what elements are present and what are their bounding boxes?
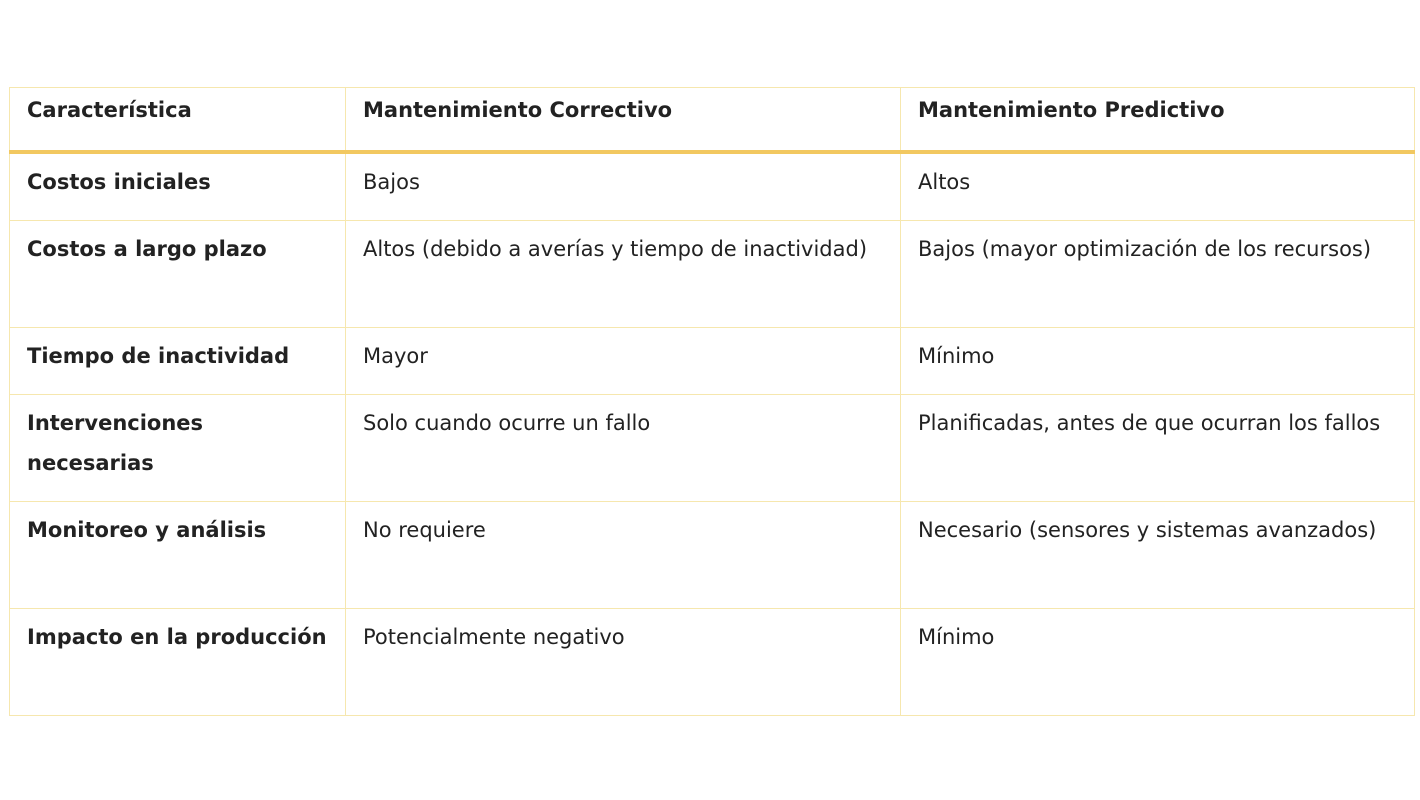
row-predictivo: Necesario (sensores y sistemas avanzados) xyxy=(901,502,1415,609)
row-predictivo: Mínimo xyxy=(901,328,1415,395)
table-row xyxy=(10,395,1415,502)
header-predictivo: Mantenimiento Predictivo xyxy=(901,88,1415,153)
table-header-row xyxy=(10,88,1415,153)
row-predictivo: Bajos (mayor optimización de los recursos) xyxy=(901,221,1415,328)
row-feature: Monitoreo y análisis xyxy=(10,502,346,609)
comparison-table-container xyxy=(9,87,1414,716)
row-feature: Costos iniciales xyxy=(10,152,346,221)
row-correctivo: No requiere xyxy=(346,502,901,609)
row-correctivo: Altos (debido a averías y tiempo de inactividad) xyxy=(346,221,901,328)
row-feature: Intervenciones necesarias xyxy=(10,395,346,502)
table-row xyxy=(10,221,1415,328)
row-correctivo: Potencialmente negativo xyxy=(346,609,901,716)
row-feature: Costos a largo plazo xyxy=(10,221,346,328)
row-predictivo: Planificadas, antes de que ocurran los fallos xyxy=(901,395,1415,502)
header-correctivo: Mantenimiento Correctivo xyxy=(346,88,901,153)
row-correctivo: Solo cuando ocurre un fallo xyxy=(346,395,901,502)
row-feature: Impacto en la producción xyxy=(10,609,346,716)
header-caracteristica: Característica xyxy=(10,88,346,153)
row-predictivo: Altos xyxy=(901,152,1415,221)
row-feature: Tiempo de inactividad xyxy=(10,328,346,395)
table-row xyxy=(10,609,1415,716)
table-row xyxy=(10,502,1415,609)
row-correctivo: Bajos xyxy=(346,152,901,221)
comparison-table xyxy=(9,87,1415,716)
row-predictivo: Mínimo xyxy=(901,609,1415,716)
row-correctivo: Mayor xyxy=(346,328,901,395)
table-row xyxy=(10,328,1415,395)
table-row xyxy=(10,152,1415,221)
